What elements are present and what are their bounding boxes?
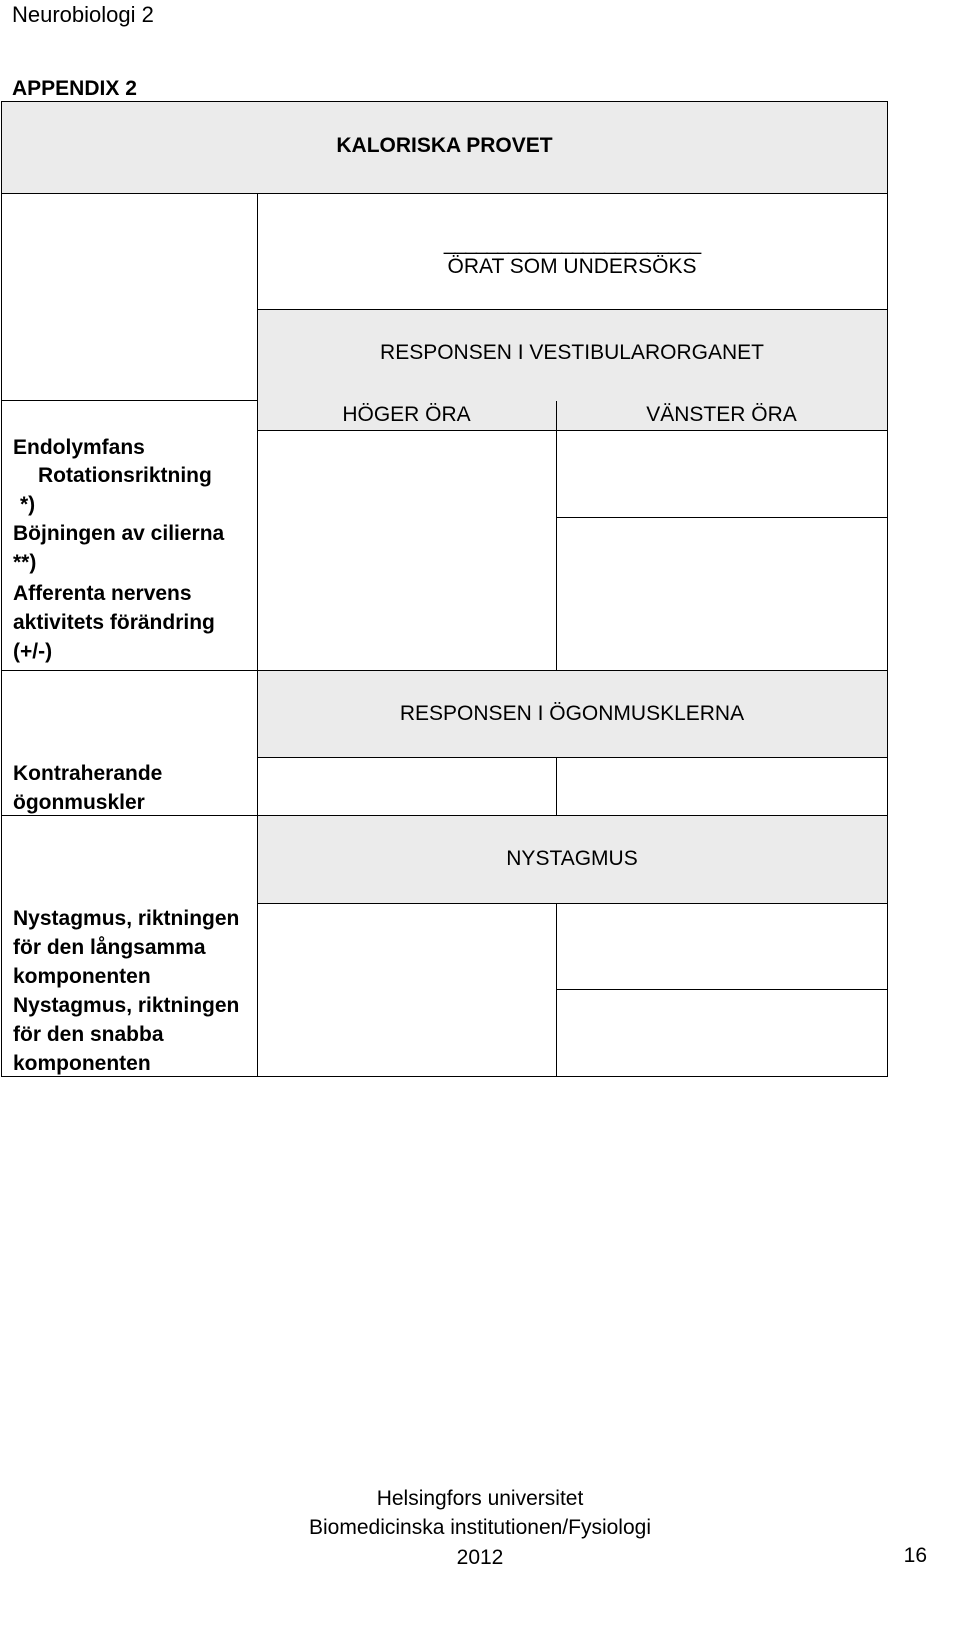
page-number: 16 bbox=[903, 1544, 927, 1567]
table-title: KALORISKA PROVET bbox=[336, 134, 553, 157]
left-ear-label: VÄNSTER ÖRA bbox=[646, 403, 797, 426]
endolymph-label-line1: Endolymfans bbox=[13, 436, 145, 459]
vestibular-header: RESPONSEN I VESTIBULARORGANET bbox=[380, 341, 764, 364]
eye-muscle-header: RESPONSEN I ÖGONMUSKLERNA bbox=[399, 702, 745, 725]
endolymph-label-line3: *) bbox=[20, 493, 36, 516]
right-ear-label: HÖGER ÖRA bbox=[342, 403, 471, 426]
appendix-title: APPENDIX 2 bbox=[12, 77, 137, 100]
endolymph-label-line2: Rotationsriktning bbox=[38, 464, 212, 487]
cilia-label-line2: **) bbox=[13, 551, 37, 574]
ear-examined-label: ÖRAT SOM UNDERSÖKS bbox=[447, 255, 697, 278]
afferent-label-line2: aktivitets förändring bbox=[13, 611, 215, 634]
afferent-label-line1: Afferenta nervens bbox=[13, 582, 192, 605]
cilia-label-line1: Böjningen av cilierna bbox=[13, 522, 225, 545]
slow-component-label-line2: för den långsamma bbox=[13, 936, 206, 959]
footer-institute: Biomedicinska institutionen/Fysiologi bbox=[309, 1516, 651, 1539]
footer-year: 2012 bbox=[456, 1546, 504, 1569]
contracting-label-line2: ögonmuskler bbox=[13, 791, 145, 814]
ear-examined-blank: ________________________ bbox=[443, 232, 701, 255]
contracting-label-line1: Kontraherande bbox=[13, 762, 163, 785]
fast-component-label-line2: för den snabba bbox=[13, 1023, 164, 1046]
afferent-label-line3: (+/-) bbox=[13, 640, 53, 663]
page-header: Neurobiologi 2 bbox=[12, 2, 154, 27]
slow-component-label-line3: komponenten bbox=[13, 965, 151, 988]
fast-component-label-line3: komponenten bbox=[13, 1052, 151, 1075]
fast-component-label-line1: Nystagmus, riktningen bbox=[13, 994, 240, 1017]
nystagmus-header: NYSTAGMUS bbox=[506, 847, 638, 870]
slow-component-label-line1: Nystagmus, riktningen bbox=[13, 907, 240, 930]
footer-university: Helsingfors universitet bbox=[376, 1487, 584, 1510]
